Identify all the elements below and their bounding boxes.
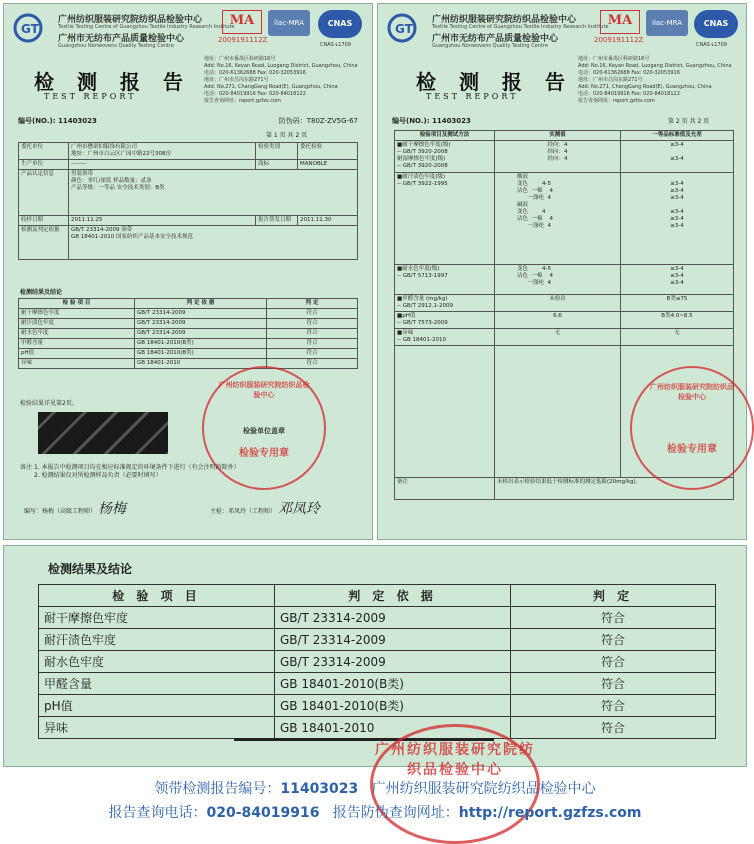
cma-mark-icon: MA (600, 10, 640, 34)
org2-name-cn: 广州市无纺布产品质量检验中心 (432, 34, 559, 44)
col-header: 判 定 (511, 585, 716, 607)
stamp-center-text: 检验专用章 (239, 448, 289, 459)
remark-text: 未检出表示检验结果低于检测标准的测定低限(20mg/kg)。 (495, 478, 734, 500)
receive-date: 2011.11.25 (69, 216, 256, 226)
report-no-label: 编号(NO.): (392, 117, 430, 125)
cell: 符合 (511, 607, 716, 629)
org-name-cn: 广州纺织服装研究院纺织品检验中心 (432, 15, 577, 25)
test-type: 委托检验 (298, 143, 358, 160)
cell: 符合 (267, 359, 358, 369)
address-line: 电话：020-61362688 Fax: 020-32053916 (204, 70, 306, 76)
cell: GB 18401-2010(B类) (135, 339, 267, 349)
cell: 耐干摩擦色牢度 (39, 607, 275, 629)
table-row (39, 651, 716, 673)
brand-label: 商标 (256, 160, 298, 170)
footer-phone: 020-84019916 (206, 805, 320, 821)
cell: 符合 (511, 651, 716, 673)
measured-value: 经向：4 纬向：4 经向：4 (495, 141, 621, 173)
stamp-ring-text: 广州纺织服装研究院纺织品检验中心 (218, 381, 310, 399)
address-line: Add: No.271, ChangGang Road(E), Guangzhou, China (578, 84, 712, 90)
anti-code: T80Z-ZV5G-67 (306, 117, 358, 125)
address-line: 电话：020-84019916 Fax: 020-84018122 (578, 91, 680, 97)
col-header: 检 验 项 目 (39, 585, 275, 607)
item-name: ■甲醛含量 (mg/kg) (397, 296, 448, 302)
address-block (578, 56, 738, 105)
product-line: 男装领带 (71, 171, 94, 177)
issue-date: 2011.11.30 (298, 216, 358, 226)
result-table-small (18, 298, 358, 369)
note-line: 2. 检测结果仅对所检测样品负责（必要时填写） (34, 472, 162, 479)
cell: 符合 (511, 629, 716, 651)
col-header: 判 定 依 据 (135, 299, 267, 309)
item-name: ■耐汗渍色牢度(级) (397, 174, 445, 180)
stamp-ring-text: 广州纺织服装研究院纺织品检验中心 (375, 742, 535, 778)
table-row (39, 717, 716, 739)
editor-handwriting: 杨梅 (97, 501, 126, 517)
report-title-en: TEST REPORT (426, 92, 519, 101)
zoom-section-title: 检测结果及结论 (48, 562, 133, 576)
maker-label: 生产单位 (19, 160, 69, 170)
org2-name-en: Guangzhou Nonwovens Quality Testing Centre (58, 43, 174, 49)
basis-line: GB/T 23314-2009 领带 (71, 227, 133, 233)
table-row (395, 329, 734, 346)
item-name: 耐湿摩擦色牢度(级) (397, 156, 446, 162)
cma-mark-icon: MA (222, 10, 262, 34)
table-row (19, 359, 358, 369)
editor-name: 编写：杨梅（高级工程师） (24, 508, 97, 515)
table-row (19, 309, 358, 319)
cnas-number: CNAS L1709 (696, 42, 727, 48)
address-line: 电话：020-61362688 Fax: 020-32053916 (578, 70, 680, 76)
report-page-1 (3, 3, 373, 540)
maker: -------- (69, 160, 256, 170)
address-line: 地址：广州市番禺区科研路16号 (578, 56, 650, 62)
cell: 符合 (267, 349, 358, 359)
page-number: 第 2 页 共 2 页 (668, 118, 710, 125)
item-name: ■耐干摩擦色牢度(级) (397, 142, 451, 148)
cell: GB/T 23314-2009 (135, 329, 267, 339)
item-method: -- GB/T 3920-2008 (397, 149, 448, 155)
basis-line: GB 18401-2010 国家纺织产品基本安全技术规范 (71, 234, 194, 240)
table-row (395, 141, 734, 173)
address-line: Add: No.16, Keyan Road, Luogang District, Guangzhou, China (204, 63, 358, 69)
redacted-signature-area (38, 412, 168, 454)
stamp-label: 检验单位盖章 (243, 427, 285, 435)
address-block (204, 56, 364, 105)
client-name: 广州市懋诺伯服饰有限公司 (71, 144, 138, 150)
col-header: 判 定 依 据 (275, 585, 511, 607)
cell: 符合 (267, 319, 358, 329)
cell: 符合 (511, 717, 716, 739)
cell: GB/T 23314-2009 (275, 607, 511, 629)
cell: 符合 (511, 673, 716, 695)
table-row (39, 629, 716, 651)
report-header (12, 10, 364, 56)
cnas-number: CNAS L1709 (320, 42, 351, 48)
item-method: -- GB 18401-2010 (397, 337, 446, 343)
product-label: 产品认定信息 (19, 170, 69, 216)
report-page-2 (377, 3, 747, 540)
cnas-logo-icon: CNAS (694, 10, 738, 38)
footer-report-label: 领带检测报告编号： (154, 781, 281, 797)
basis-label: 检测及判定依据 (19, 226, 69, 260)
cell: 异味 (39, 717, 275, 739)
inspection-stamp (630, 366, 754, 490)
test-type-label: 检验类别 (256, 143, 298, 160)
stamp-ring-text: 广州纺织服装研究院纺织品检验中心 (650, 383, 734, 401)
table-row (395, 295, 734, 312)
org2-name-en: Guangzhou Nonwovens Quality Testing Centre (432, 43, 548, 49)
cell: 符合 (267, 309, 358, 319)
footer-url-label: 报告防伪查询网址： (332, 805, 459, 821)
item-method: -- GB/T 3922-1995 (397, 181, 448, 187)
cell: 耐汗渍色牢度 (39, 629, 275, 651)
col-header: 一等品标准值及允差 (621, 131, 734, 141)
address-line: 地址：广州市番禺区科研路16号 (204, 56, 276, 62)
item-method: -- GB/T 5713-1997 (397, 273, 448, 279)
report-title-cn: 检 测 报 告 (34, 70, 191, 94)
anti-code-label: 防伪码： (278, 117, 307, 125)
cell: 符合 (511, 695, 716, 717)
cell: pH值 (39, 695, 275, 717)
standard-value: 无 (621, 329, 734, 346)
address-line: 电话：020-84019916 Fax: 020-84018122 (204, 91, 306, 97)
measured-value: 酸液 变色 4-5 沾色 一棉 4 一涤纶 4 碱液 变色 4 沾色 一棉 4 一涤纶 4 (495, 173, 621, 265)
standard-value: ≥3-4 ≥3-4 (621, 141, 734, 173)
standard-value: B类4.0~8.5 (621, 312, 734, 329)
cell: GB/T 23314-2009 (275, 629, 511, 651)
cma-number: 2009191112Z (218, 36, 268, 44)
svg-text:GT: GT (395, 22, 413, 36)
cell: 符合 (267, 339, 358, 349)
table-row (39, 695, 716, 717)
cell: GB/T 23314-2009 (135, 319, 267, 329)
notes-block (20, 464, 350, 480)
cell: GB 18401-2010(B类) (135, 349, 267, 359)
table-row (19, 329, 358, 339)
reviewer-handwriting: 邓凤玲 (277, 501, 320, 517)
report-no-label: 编号(NO.): (18, 117, 56, 125)
svg-text:GT: GT (21, 22, 39, 36)
measured-value: 6.6 (495, 312, 621, 329)
footer-line-1 (0, 778, 750, 798)
cell: 耐水色牢度 (19, 329, 135, 339)
editor-signature (24, 498, 126, 518)
results-zoom (3, 545, 747, 778)
standard-value: B类≤75 (621, 295, 734, 312)
item-name: ■异味 (397, 330, 414, 336)
address-line: 地址：广州市昌岗东路271号 (578, 77, 643, 83)
cell: GB/T 23314-2009 (135, 309, 267, 319)
table-row (395, 312, 734, 329)
cell: GB 18401-2010 (275, 717, 511, 739)
table-row (395, 265, 734, 295)
institute-logo-icon (12, 12, 52, 44)
cell: GB 18401-2010(B类) (275, 673, 511, 695)
table-row (395, 173, 734, 265)
institute-logo-icon (386, 12, 426, 44)
report-title-en: TEST REPORT (44, 92, 137, 101)
measured-value: 无 (495, 329, 621, 346)
reviewer-signature (210, 498, 320, 518)
table-row (39, 673, 716, 695)
cma-number: 2009191112Z (594, 36, 644, 44)
product-line: 产品等级：一等品 安全技术类别：B类 (71, 185, 165, 191)
note-label: 备注 (20, 464, 33, 471)
report-title-cn: 检 测 报 告 (416, 70, 573, 94)
standard-value: ≥3-4 ≥3-4 ≥3-4 ≥3-4 ≥3-4 ≥3-4 (621, 173, 734, 265)
cell: 耐水色牢度 (39, 651, 275, 673)
result-section-label: 检测结果及结论 (20, 289, 63, 296)
ilac-mra-icon: ilac-MRA (268, 10, 310, 36)
issue-date-label: 报告签发日期 (256, 216, 298, 226)
report-no: 11403023 (431, 117, 471, 125)
cell: GB 18401-2010 (135, 359, 267, 369)
footer-report-no: 11403023 (280, 781, 359, 797)
table-row (39, 607, 716, 629)
remark-label: 备注 (395, 478, 495, 500)
col-header: 检 验 项 目 (19, 299, 135, 309)
cell: 符合 (267, 329, 358, 339)
item-method: -- GB/T 3920-2008 (397, 163, 448, 169)
cell: pH值 (19, 349, 135, 359)
cell: 异味 (19, 359, 135, 369)
report-number-row (18, 116, 358, 126)
client-info-table (18, 142, 358, 260)
cell: 耐汗渍色牢度 (19, 319, 135, 329)
footer-org: 广州纺织服装研究院纺织品检验中心 (371, 781, 596, 797)
org-name-cn: 广州纺织服装研究院纺织品检验中心 (58, 15, 203, 25)
client-label: 委托单位 (19, 143, 69, 160)
results-table-zoom (38, 584, 716, 739)
footer-url[interactable]: http://report.gzfzs.com (458, 805, 642, 821)
page-number: 第 1 页 共 2 页 (266, 132, 308, 139)
note-line: 1. 本报告中检测项目均在相应标准规定的环境条件下进行（有会注明的除外） (33, 464, 240, 471)
col-header: 检验项目及测试方法 (395, 131, 495, 141)
cell: 甲醛含量 (39, 673, 275, 695)
org-name-en: Textile Testing Centre of Guangzhou Textile Industry Research Institute (432, 24, 609, 30)
brand: MANOBLE (298, 160, 358, 170)
cell: 耐干摩擦色牢度 (19, 309, 135, 319)
detail-note: 检验结果详见第2页。 (20, 400, 78, 407)
org-name-en: Textile Testing Centre of Guangzhou Textile Industry Research Institute (58, 24, 235, 30)
table-row (19, 349, 358, 359)
client-address: 地址：广州市白云区广园中路22号308房 (71, 151, 171, 157)
cnas-logo-icon: CNAS (318, 10, 362, 38)
table-row (19, 319, 358, 329)
table-row (19, 339, 358, 349)
address-line: Add: No.16, Keyan Road, Luogang District, Guangzhou, China (578, 63, 732, 69)
col-header: 实测值 (495, 131, 621, 141)
item-method: -- GB/T 2912.1-2009 (397, 303, 453, 309)
address-line: 报告查询网址：report.gzfzs.com (578, 98, 655, 104)
address-line: Add: No.271, ChangGang Road(E), Guangzhou, China (204, 84, 338, 90)
receive-date-label: 收样日期 (19, 216, 69, 226)
col-header: 判 定 (267, 299, 358, 309)
ilac-mra-icon: ilac-MRA (646, 10, 688, 36)
reviewer-name: 主检：邓凤玲（工程师） (210, 508, 277, 515)
org2-name-cn: 广州市无纺布产品质量检验中心 (58, 34, 185, 44)
address-line: 地址：广州市昌岗东路271号 (204, 77, 269, 83)
cell: GB/T 23314-2009 (275, 651, 511, 673)
measured-value: 变色 4-5 沾色 一棉 4 一涤纶 4 (495, 265, 621, 295)
report-header (386, 10, 738, 56)
measured-value: 未检出 (495, 295, 621, 312)
report-no: 11403023 (57, 117, 97, 125)
address-line: 报告查询网址：report.gzfzs.com (204, 98, 281, 104)
cell: 甲醛含量 (19, 339, 135, 349)
item-method: -- GB/T 7573-2009 (397, 320, 448, 326)
footer-phone-label: 报告查询电话： (108, 805, 207, 821)
footer-line-2 (0, 802, 750, 822)
stamp-center-text: 检验专用章 (667, 444, 717, 455)
item-name: ■pH值 (397, 313, 416, 319)
standard-value: ≥3-4 ≥3-4 ≥3-4 (621, 265, 734, 295)
item-name: ■耐水色牢度(级) (397, 266, 440, 272)
product-line: 颜色：枣红/深蓝 样品数量：贰条 (71, 178, 152, 184)
cell: GB 18401-2010(B类) (275, 695, 511, 717)
